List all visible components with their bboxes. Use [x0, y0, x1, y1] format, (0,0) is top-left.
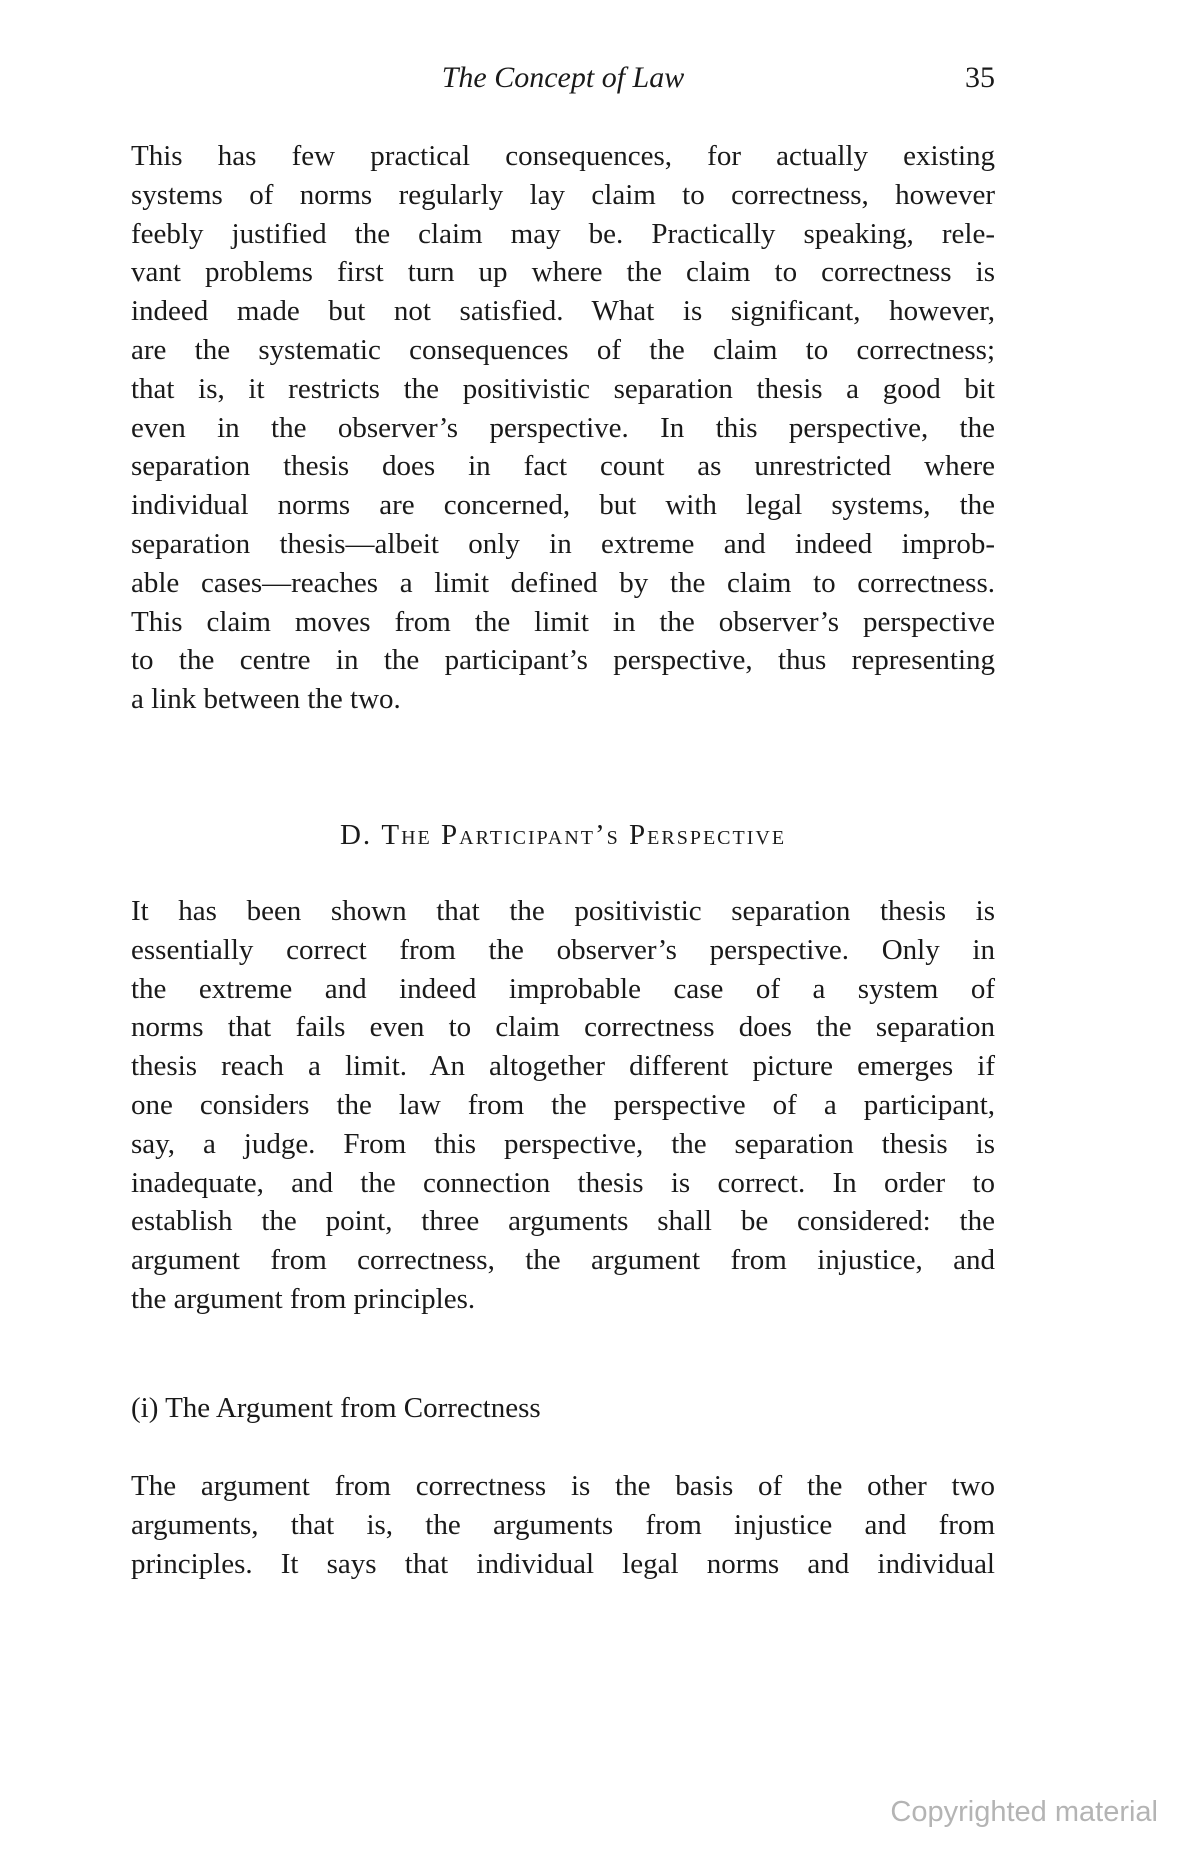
text-line: individual norms are concerned, but with legal systems, the — [131, 489, 995, 522]
paragraph-3 — [131, 1467, 995, 1583]
running-head — [131, 58, 995, 98]
text-line: thesis reach a limit. An altogether different picture emerges if — [131, 1050, 995, 1083]
text-line: The argument from correctness is the basis of the other two — [131, 1470, 995, 1502]
text-line: say, a judge. From this perspective, the separation thesis is — [131, 1127, 995, 1160]
text-line: systems of norms regularly lay claim to correctness, however — [131, 178, 995, 211]
text-line: separation thesis—albeit only in extreme and indeed improb- — [131, 527, 995, 560]
paragraph-1 — [131, 137, 995, 719]
text-line: the argument from principles. — [131, 1282, 476, 1315]
text-line: to the centre in the participant’s perspective, thus representing — [131, 644, 995, 677]
section-title: The Participant’s Perspective — [381, 819, 787, 851]
text-line: vant problems first turn up where the claim to correctness is — [131, 256, 995, 289]
text-line: indeed made but not satisfied. What is significant, however, — [131, 295, 995, 328]
text-line: principles. It says that individual legal norms and individual — [131, 1547, 995, 1580]
text-line: inadequate, and the connection thesis is correct. In order to — [131, 1166, 995, 1199]
text-line: arguments, that is, the arguments from injustice and from — [131, 1508, 995, 1541]
text-line: a link between the two. — [131, 683, 401, 716]
text-line: able cases—reaches a limit defined by the claim to correctness. — [131, 566, 995, 599]
text-line: argument from correctness, the argument from injustice, and — [131, 1244, 995, 1277]
subsection-heading: (i) The Argument from Correctness — [131, 1392, 541, 1424]
section-heading — [131, 816, 995, 854]
text-line: even in the observer’s perspective. In this perspective, the — [131, 411, 995, 444]
text-line: one considers the law from the perspective of a participant, — [131, 1088, 995, 1121]
text-line: that is, it restricts the positivistic separation thesis a good bit — [131, 372, 995, 405]
text-line: separation thesis does in fact count as unrestricted where — [131, 450, 995, 483]
page-number: 35 — [965, 61, 995, 94]
text-line: the extreme and indeed improbable case of a system of — [131, 972, 995, 1005]
section-letter: D. — [339, 819, 373, 851]
text-line: This claim moves from the limit in the observer’s perspective — [131, 605, 995, 638]
text-line: norms that fails even to claim correctness does the separation — [131, 1011, 995, 1044]
running-title: The Concept of Law — [441, 61, 685, 94]
text-line: This has few practical consequences, for actually existing — [131, 140, 995, 172]
text-line: feebly justified the claim may be. Practically speaking, rele- — [131, 217, 995, 250]
paragraph-2 — [131, 892, 995, 1319]
text-line: essentially correct from the observer’s perspective. Only in — [131, 933, 995, 966]
text-line: It has been shown that the positivistic separation thesis is — [131, 895, 995, 927]
text-line: establish the point, three arguments shall be considered: the — [131, 1205, 995, 1238]
copyright-watermark: Copyrighted material — [890, 1796, 1158, 1828]
text-line: are the systematic consequences of the claim to correctness; — [131, 333, 995, 366]
